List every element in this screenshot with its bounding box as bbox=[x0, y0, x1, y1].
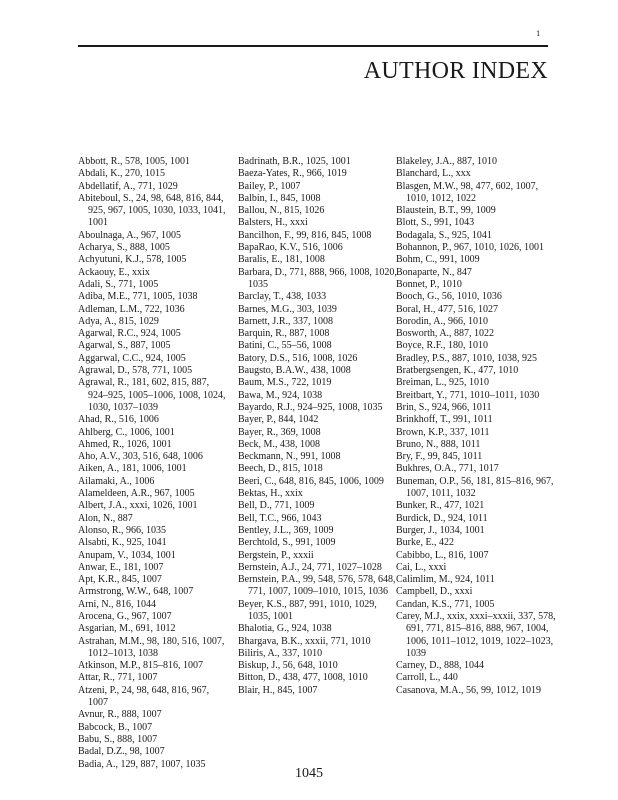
index-entry: Attar, R., 771, 1007 bbox=[78, 672, 158, 684]
index-entry: Abdellatif, A., 771, 1029 bbox=[78, 180, 178, 192]
index-entry: Blaustein, B.T., 99, 1009 bbox=[396, 205, 496, 217]
index-entry: Bonnet, P., 1010 bbox=[396, 278, 462, 290]
index-entry: Carey, M.J., xxix, xxxi–xxxii, 337, 578, 691, 771, 815–816, 888, 967, 1004, 1006, 1011–1012, 1019, 1022–1023, 1039 bbox=[396, 610, 556, 659]
index-entry: Bergstein, P., xxxii bbox=[238, 549, 314, 561]
index-entry: Burke, E., 422 bbox=[396, 537, 455, 549]
index-entry: Bunker, R., 477, 1021 bbox=[396, 500, 485, 512]
index-entry: Bosworth, A., 887, 1022 bbox=[396, 328, 495, 340]
index-entry: Beech, D., 815, 1018 bbox=[238, 463, 323, 475]
index-entry: Ahmed, R., 1026, 1001 bbox=[78, 438, 172, 450]
index-entry: Barnes, M.G., 303, 1039 bbox=[238, 303, 337, 315]
index-entry: Armstrong, W.W., 648, 1007 bbox=[78, 586, 194, 598]
index-entry: Batini, C., 55–56, 1008 bbox=[238, 340, 332, 352]
index-entry: Casanova, M.A., 56, 99, 1012, 1019 bbox=[396, 684, 541, 696]
index-entry: Bradley, P.S., 887, 1010, 1038, 925 bbox=[396, 352, 538, 364]
index-entry: Barclay, T., 438, 1033 bbox=[238, 291, 327, 303]
index-entry: Boral, H., 477, 516, 1027 bbox=[396, 303, 498, 315]
index-entry: Astrahan, M.M., 98, 180, 516, 1007, 1012–1013, 1038 bbox=[78, 635, 225, 659]
index-entry: Blakeley, J.A., 887, 1010 bbox=[396, 156, 498, 167]
index-entry: Bernstein, A.J., 24, 771, 1027–1028 bbox=[238, 561, 382, 573]
index-entry: Ballou, N., 815, 1026 bbox=[238, 205, 325, 217]
index-entry: Brown, K.P., 337, 1011 bbox=[396, 426, 490, 438]
index-entry: Anwar, E., 181, 1007 bbox=[78, 561, 164, 573]
corner-mark: 1 bbox=[536, 30, 541, 38]
index-entry: Buneman, O.P., 56, 181, 815–816, 967, 1007, 1011, 1032 bbox=[396, 475, 554, 500]
index-entry: Balsters, H., xxxi bbox=[238, 217, 308, 229]
index-entry: Carroll, L., 440 bbox=[396, 672, 458, 684]
index-entry: Blair, H., 845, 1007 bbox=[238, 684, 318, 696]
index-entry: Bonaparte, N., 847 bbox=[396, 266, 472, 278]
index-entry: Beeri, C., 648, 816, 845, 1006, 1009 bbox=[238, 475, 384, 487]
index-entry: Abiteboul, S., 24, 98, 648, 816, 844, 925, 967, 1005, 1030, 1033, 1041, 1001 bbox=[78, 192, 226, 229]
top-rule bbox=[78, 45, 548, 47]
index-entry: Barquin, R., 887, 1008 bbox=[238, 328, 330, 340]
index-entry: Balbin, I., 845, 1008 bbox=[238, 192, 321, 204]
index-column-2 bbox=[238, 156, 400, 697]
index-entry: Adiba, M.E., 771, 1005, 1038 bbox=[78, 291, 198, 303]
index-columns bbox=[78, 156, 558, 770]
index-entry: Bitton, D., 438, 477, 1008, 1010 bbox=[238, 672, 368, 684]
index-entry: Aho, A.V., 303, 516, 648, 1006 bbox=[78, 451, 203, 463]
index-entry: Bancilhon, F., 99, 816, 845, 1008 bbox=[238, 229, 372, 241]
index-entry: Bruno, N., 888, 1011 bbox=[396, 438, 481, 450]
page-number: 1045 bbox=[295, 766, 323, 781]
index-entry: Calimlim, M., 924, 1011 bbox=[396, 574, 495, 586]
index-entry: Borodin, A., 966, 1010 bbox=[396, 315, 488, 327]
index-entry: Breitbart, Y., 771, 1010–1011, 1030 bbox=[396, 389, 540, 401]
index-entry: Abbott, R., 578, 1005, 1001 bbox=[78, 156, 190, 167]
index-entry: Alonso, R., 966, 1035 bbox=[78, 524, 167, 536]
index-entry: Anupam, V., 1034, 1001 bbox=[78, 549, 176, 561]
index-entry: Babu, S., 888, 1007 bbox=[78, 733, 158, 745]
index-entry: Biliris, A., 337, 1010 bbox=[238, 647, 323, 659]
index-entry: Batory, D.S., 516, 1008, 1026 bbox=[238, 352, 358, 364]
index-entry: Blanchard, L., xxx bbox=[396, 168, 471, 180]
index-entry: Arocena, G., 967, 1007 bbox=[78, 610, 172, 622]
index-entry: Adleman, L.M., 722, 1036 bbox=[78, 303, 185, 315]
index-entry: Cabibbo, L., 816, 1007 bbox=[396, 549, 489, 561]
index-entry: Agarwal, R.C., 924, 1005 bbox=[78, 328, 181, 340]
index-entry: Cai, L., xxxi bbox=[396, 561, 447, 573]
index-entry: Atkinson, M.P., 815–816, 1007 bbox=[78, 660, 204, 672]
index-column-3 bbox=[396, 156, 556, 697]
index-entry: Arni, N., 816, 1044 bbox=[78, 598, 157, 610]
index-entry: Bhargava, B.K., xxxii, 771, 1010 bbox=[238, 635, 371, 647]
index-entry: Beck, M., 438, 1008 bbox=[238, 438, 320, 450]
index-entry: Bailey, P., 1007 bbox=[238, 180, 301, 192]
index-entry: Biskup, J., 56, 648, 1010 bbox=[238, 660, 338, 672]
index-entry: Ailamaki, A., 1006 bbox=[78, 475, 155, 487]
index-entry: Boyce, R.F., 180, 1010 bbox=[396, 340, 488, 352]
index-entry: Bhalotia, G., 924, 1038 bbox=[238, 623, 332, 635]
index-entry: Bell, T.C., 966, 1043 bbox=[238, 512, 322, 524]
index-entry: Abdali, K., 270, 1015 bbox=[78, 168, 165, 180]
index-entry: Aiken, A., 181, 1006, 1001 bbox=[78, 463, 187, 475]
index-entry: Agrawal, R., 181, 602, 815, 887, 924–925, 1005–1006, 1008, 1024, 1030, 1037–1039 bbox=[78, 377, 226, 413]
index-entry: Avnur, R., 888, 1007 bbox=[78, 709, 162, 721]
index-entry: BapaRao, K.V., 516, 1006 bbox=[238, 242, 343, 254]
index-entry: Baugsto, B.A.W., 438, 1008 bbox=[238, 365, 351, 377]
index-entry: Bayardo, R.J., 924–925, 1008, 1035 bbox=[238, 401, 383, 413]
index-entry: Baeza-Yates, R., 966, 1019 bbox=[238, 168, 347, 180]
index-entry: Bodagala, S., 925, 1041 bbox=[396, 229, 492, 241]
index-entry: Ahad, R., 516, 1006 bbox=[78, 414, 159, 426]
index-entry: Beyer, K.S., 887, 991, 1010, 1029, 1035, 1001 bbox=[238, 598, 377, 622]
index-entry: Ackaouy, E., xxix bbox=[78, 266, 150, 278]
index-entry: Burdick, D., 924, 1011 bbox=[396, 512, 488, 524]
index-entry: Asgarian, M., 691, 1012 bbox=[78, 623, 176, 635]
index-entry: Bry, F., 99, 845, 1011 bbox=[396, 451, 483, 463]
index-entry: Aboulnaga, A., 967, 1005 bbox=[78, 229, 182, 241]
index-entry: Bohm, C., 991, 1009 bbox=[396, 254, 480, 266]
index-entry: Apt, K.R., 845, 1007 bbox=[78, 574, 162, 586]
index-entry: Candan, K.S., 771, 1005 bbox=[396, 598, 495, 610]
index-entry: Bayer, P., 844, 1042 bbox=[238, 414, 319, 426]
index-entry: Badal, D.Z., 98, 1007 bbox=[78, 746, 165, 758]
index-entry: Atzeni, P., 24, 98, 648, 816, 967, 1007 bbox=[78, 684, 210, 709]
index-entry: Badrinath, B.R., 1025, 1001 bbox=[238, 156, 351, 167]
index-entry: Alon, N., 887 bbox=[78, 512, 133, 524]
index-entry: Bektas, H., xxix bbox=[238, 488, 303, 500]
index-entry: Brinkhoff, T., 991, 1011 bbox=[396, 414, 493, 426]
index-column-1 bbox=[78, 156, 228, 771]
index-entry: Bayer, R., 369, 1008 bbox=[238, 426, 321, 438]
index-entry: Aggarwal, C.C., 924, 1005 bbox=[78, 352, 186, 364]
index-entry: Booch, G., 56, 1010, 1036 bbox=[396, 291, 502, 303]
index-entry: Badia, A., 129, 887, 1007, 1035 bbox=[78, 758, 206, 770]
index-entry: Bell, D., 771, 1009 bbox=[238, 500, 315, 512]
index-entry: Baum, M.S., 722, 1019 bbox=[238, 377, 332, 389]
index-entry: Babcock, B., 1007 bbox=[78, 721, 153, 733]
index-entry: Adali, S., 771, 1005 bbox=[78, 278, 159, 290]
index-entry: Barbara, D., 771, 888, 966, 1008, 1020, 1035 bbox=[238, 266, 397, 290]
index-entry: Agrawal, D., 578, 771, 1005 bbox=[78, 365, 193, 377]
index-entry: Alsabti, K., 925, 1041 bbox=[78, 537, 167, 549]
index-entry: Barnett, J.R., 337, 1008 bbox=[238, 315, 333, 327]
index-entry: Bohannon, P., 967, 1010, 1026, 1001 bbox=[396, 242, 545, 254]
index-entry: Baralis, E., 181, 1008 bbox=[238, 254, 325, 266]
index-entry: Acharya, S., 888, 1005 bbox=[78, 242, 170, 254]
index-entry: Burger, J., 1034, 1001 bbox=[396, 524, 485, 536]
index-entry: Blasgen, M.W., 98, 477, 602, 1007, 1010, 1012, 1022 bbox=[396, 180, 539, 204]
index-entry: Bawa, M., 924, 1038 bbox=[238, 389, 323, 401]
index-entry: Adya, A., 815, 1029 bbox=[78, 315, 159, 327]
index-entry: Brin, S., 924, 966, 1011 bbox=[396, 401, 492, 413]
index-entry: Albert, J.A., xxxi, 1026, 1001 bbox=[78, 500, 198, 512]
index-entry: Berchtold, S., 991, 1009 bbox=[238, 537, 336, 549]
index-entry: Agarwal, S., 887, 1005 bbox=[78, 340, 171, 352]
index-entry: Bentley, J.L., 369, 1009 bbox=[238, 524, 334, 536]
index-entry: Bratbergsengen, K., 477, 1010 bbox=[396, 365, 519, 377]
index-entry: Achyutuni, K.J., 578, 1005 bbox=[78, 254, 187, 266]
index-entry: Bernstein, P.A., 99, 548, 576, 578, 648, 771, 1007, 1009–1010, 1015, 1036 bbox=[238, 574, 396, 598]
index-entry: Breiman, L., 925, 1010 bbox=[396, 377, 490, 389]
index-entry: Alameldeen, A.R., 967, 1005 bbox=[78, 488, 195, 500]
index-entry: Beckmann, N., 991, 1008 bbox=[238, 451, 341, 463]
index-entry: Carney, D., 888, 1044 bbox=[396, 660, 484, 672]
index-entry: Ahlberg, C., 1006, 1001 bbox=[78, 426, 175, 438]
index-entry: Campbell, D., xxxi bbox=[396, 586, 473, 598]
index-entry: Bukhres, O.A., 771, 1017 bbox=[396, 463, 499, 475]
page-title: AUTHOR INDEX bbox=[363, 58, 548, 84]
index-entry: Blott, S., 991, 1043 bbox=[396, 217, 475, 229]
